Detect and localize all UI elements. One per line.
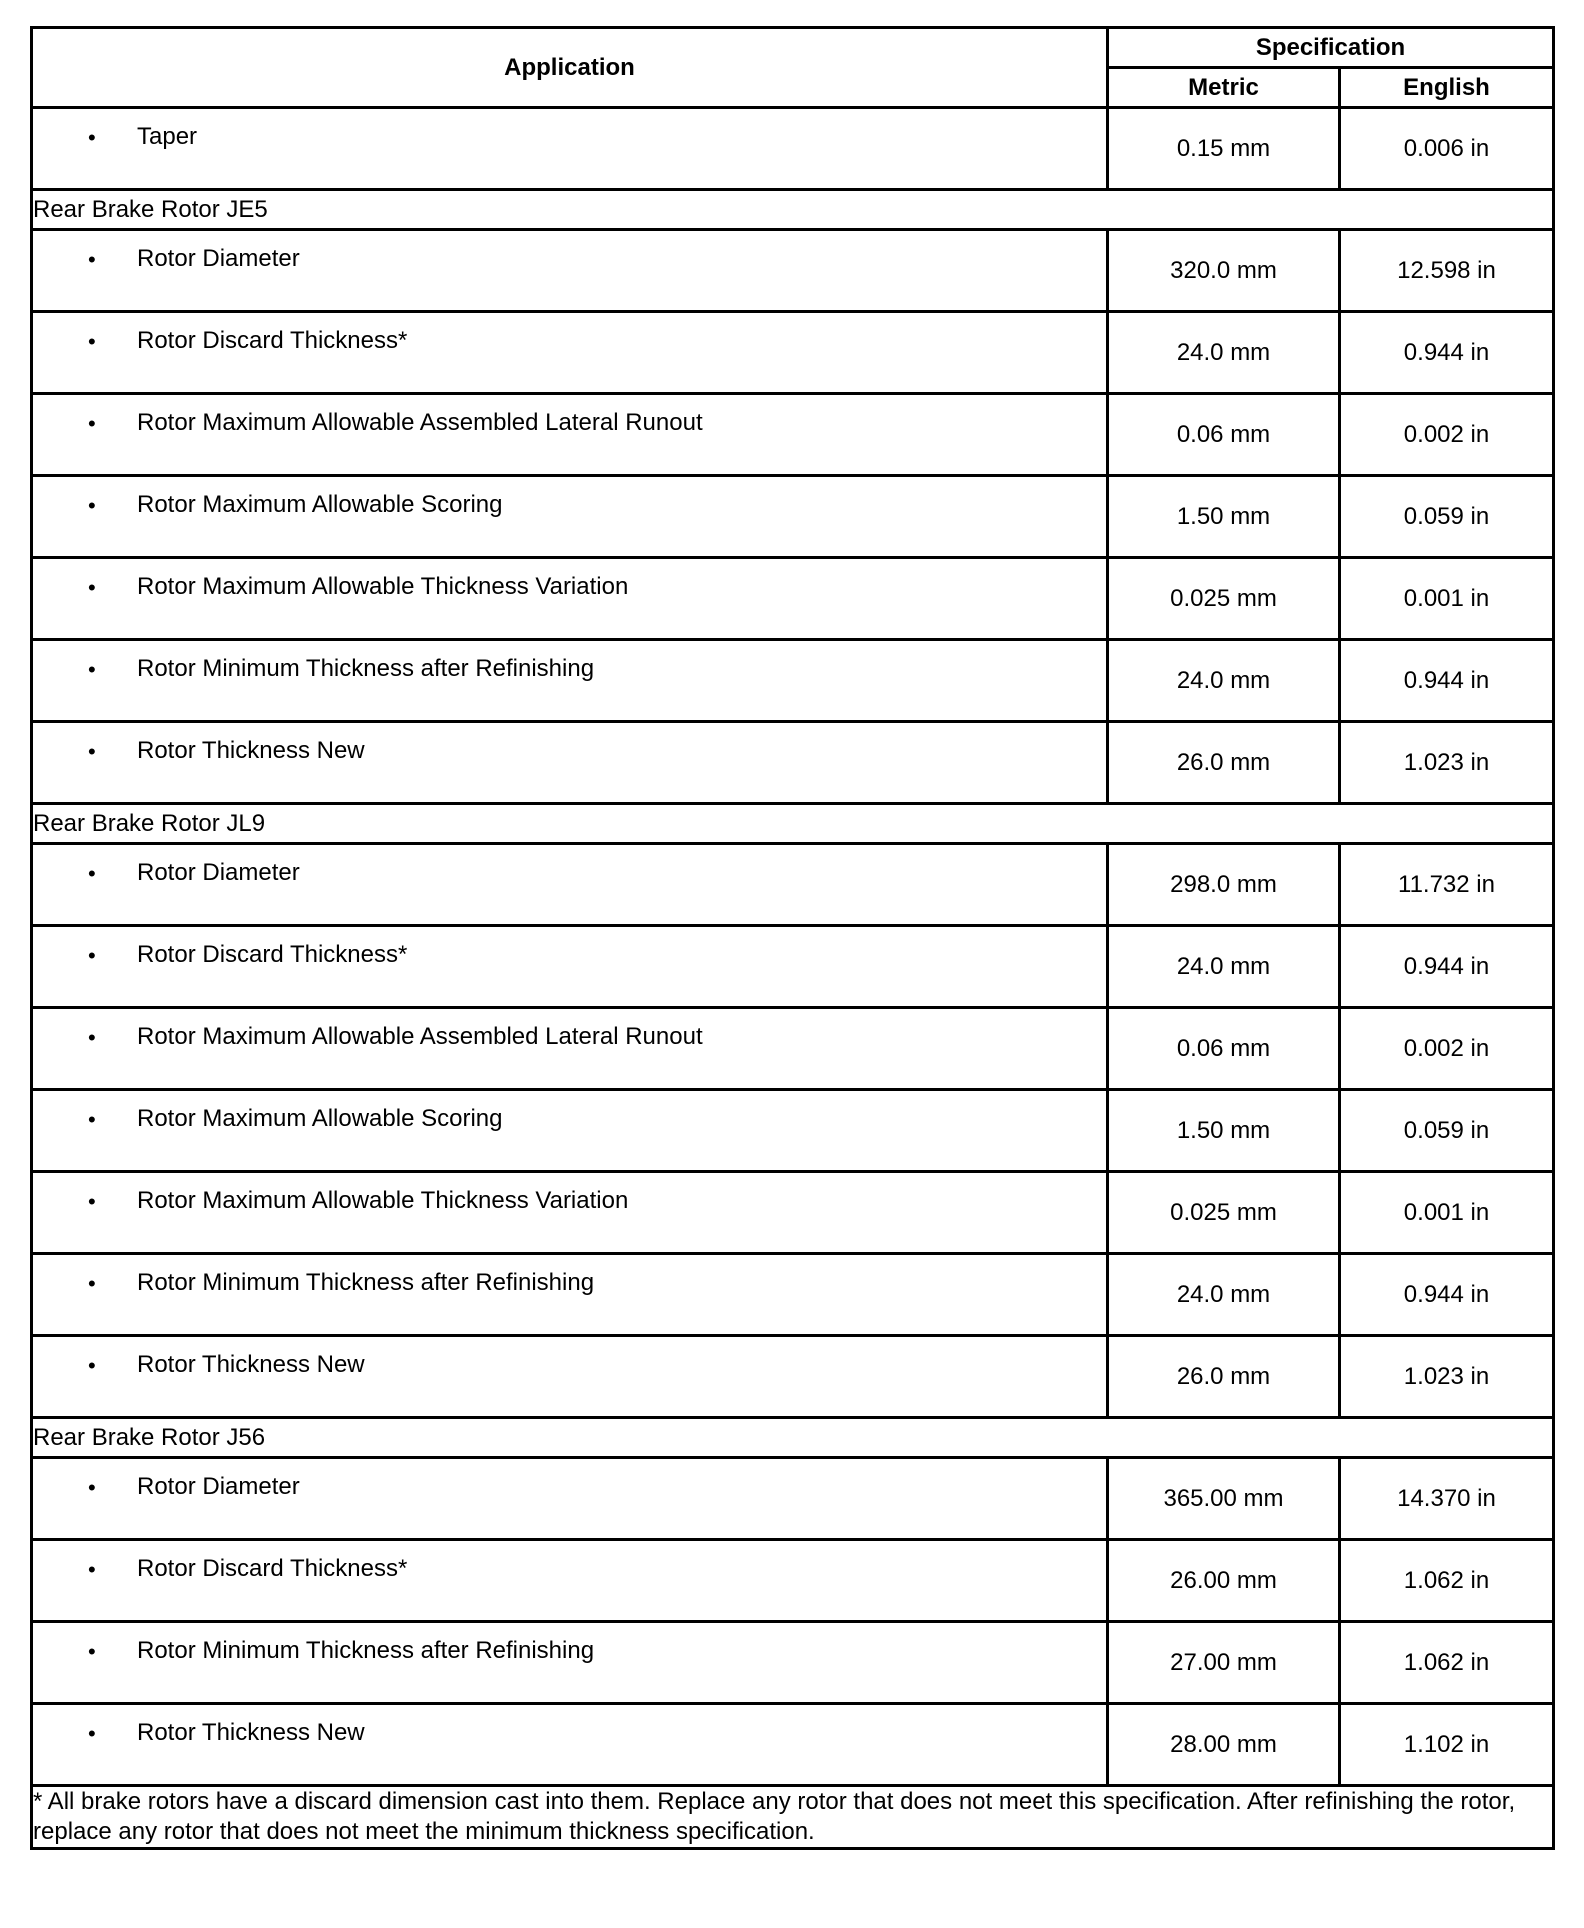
application-cell bbox=[32, 312, 1108, 394]
english-value: 0.002 in bbox=[1340, 394, 1554, 476]
application-cell bbox=[32, 1008, 1108, 1090]
application-cell bbox=[32, 844, 1108, 926]
application-cell bbox=[32, 558, 1108, 640]
bullet-icon: • bbox=[88, 1189, 96, 1214]
english-value: 0.944 in bbox=[1340, 926, 1554, 1008]
item-label: Rotor Discard Thickness* bbox=[137, 941, 408, 968]
application-cell bbox=[32, 1172, 1108, 1254]
bullet-icon: • bbox=[88, 1639, 96, 1664]
application-cell bbox=[32, 722, 1108, 804]
english-value: 1.062 in bbox=[1340, 1540, 1554, 1622]
application-cell bbox=[32, 1540, 1108, 1622]
application-cell bbox=[32, 1458, 1108, 1540]
application-cell bbox=[32, 394, 1108, 476]
bullet-icon: • bbox=[88, 1353, 96, 1378]
english-value: 14.370 in bbox=[1340, 1458, 1554, 1540]
table-row bbox=[32, 476, 1554, 558]
item-label: Rotor Minimum Thickness after Refinishing bbox=[137, 655, 595, 682]
english-value: 0.001 in bbox=[1340, 558, 1554, 640]
metric-value: 28.00 mm bbox=[1108, 1704, 1340, 1786]
english-value: 0.002 in bbox=[1340, 1008, 1554, 1090]
bullet-icon: • bbox=[88, 1271, 96, 1296]
item-label: Taper bbox=[137, 123, 198, 150]
metric-value: 0.025 mm bbox=[1108, 558, 1340, 640]
bullet-icon: • bbox=[88, 1107, 96, 1132]
bullet-icon: • bbox=[88, 657, 96, 682]
table-row bbox=[32, 1008, 1554, 1090]
item-label: Rotor Minimum Thickness after Refinishing bbox=[137, 1637, 595, 1664]
item-label: Rotor Diameter bbox=[137, 245, 300, 272]
group-title: Rear Brake Rotor JE5 bbox=[32, 190, 1554, 230]
table-row bbox=[32, 1622, 1554, 1704]
item-label: Rotor Maximum Allowable Scoring bbox=[137, 491, 503, 518]
metric-value: 1.50 mm bbox=[1108, 1090, 1340, 1172]
table-row bbox=[32, 1090, 1554, 1172]
table-body bbox=[32, 108, 1554, 1849]
english-value: 11.732 in bbox=[1340, 844, 1554, 926]
item-label: Rotor Diameter bbox=[137, 859, 300, 886]
application-cell bbox=[32, 1336, 1108, 1418]
footnote-text: * All brake rotors have a discard dimension cast into them. Replace any rotor that does not meet this specification. After refinishing the rotor, replace any rotor that does not meet the minimum thickness specification. bbox=[32, 1786, 1554, 1849]
table-row bbox=[32, 312, 1554, 394]
bullet-icon: • bbox=[88, 1721, 96, 1746]
table-row bbox=[32, 1254, 1554, 1336]
group-row bbox=[32, 804, 1554, 844]
footnote-row bbox=[32, 1786, 1554, 1849]
english-value: 1.062 in bbox=[1340, 1622, 1554, 1704]
bullet-icon: • bbox=[88, 493, 96, 518]
english-value: 0.006 in bbox=[1340, 108, 1554, 190]
metric-value: 24.0 mm bbox=[1108, 312, 1340, 394]
application-cell bbox=[32, 476, 1108, 558]
specification-header: Specification bbox=[1108, 28, 1554, 68]
metric-value: 24.0 mm bbox=[1108, 640, 1340, 722]
table-row bbox=[32, 558, 1554, 640]
english-value: 0.944 in bbox=[1340, 640, 1554, 722]
metric-value: 26.00 mm bbox=[1108, 1540, 1340, 1622]
item-label: Rotor Thickness New bbox=[137, 737, 365, 764]
item-label: Rotor Thickness New bbox=[137, 1351, 365, 1378]
bullet-icon: • bbox=[88, 247, 96, 272]
metric-value: 1.50 mm bbox=[1108, 476, 1340, 558]
table-row bbox=[32, 1458, 1554, 1540]
bullet-icon: • bbox=[88, 125, 96, 150]
group-row bbox=[32, 1418, 1554, 1458]
application-cell bbox=[32, 1090, 1108, 1172]
item-label: Rotor Maximum Allowable Assembled Lateral Runout bbox=[137, 409, 703, 436]
metric-value: 0.06 mm bbox=[1108, 394, 1340, 476]
bullet-icon: • bbox=[88, 1475, 96, 1500]
english-value: 0.059 in bbox=[1340, 476, 1554, 558]
english-value: 12.598 in bbox=[1340, 230, 1554, 312]
metric-value: 24.0 mm bbox=[1108, 926, 1340, 1008]
table-row bbox=[32, 640, 1554, 722]
item-label: Rotor Discard Thickness* bbox=[137, 1555, 408, 1582]
english-value: 0.059 in bbox=[1340, 1090, 1554, 1172]
application-cell bbox=[32, 230, 1108, 312]
english-value: 0.944 in bbox=[1340, 312, 1554, 394]
table-row bbox=[32, 394, 1554, 476]
table-row bbox=[32, 926, 1554, 1008]
item-label: Rotor Diameter bbox=[137, 1473, 300, 1500]
metric-value: 0.06 mm bbox=[1108, 1008, 1340, 1090]
item-label: Rotor Maximum Allowable Assembled Lateral Runout bbox=[137, 1023, 703, 1050]
specification-table bbox=[30, 26, 1555, 1850]
application-cell bbox=[32, 1254, 1108, 1336]
application-cell bbox=[32, 1704, 1108, 1786]
item-label: Rotor Discard Thickness* bbox=[137, 327, 408, 354]
bullet-icon: • bbox=[88, 329, 96, 354]
table-row bbox=[32, 108, 1554, 190]
table-row bbox=[32, 1540, 1554, 1622]
table-row bbox=[32, 722, 1554, 804]
metric-value: 27.00 mm bbox=[1108, 1622, 1340, 1704]
table-row bbox=[32, 230, 1554, 312]
metric-value: 320.0 mm bbox=[1108, 230, 1340, 312]
english-value: 0.944 in bbox=[1340, 1254, 1554, 1336]
metric-value: 298.0 mm bbox=[1108, 844, 1340, 926]
table-row bbox=[32, 1704, 1554, 1786]
metric-value: 24.0 mm bbox=[1108, 1254, 1340, 1336]
group-row bbox=[32, 190, 1554, 230]
bullet-icon: • bbox=[88, 861, 96, 886]
group-title: Rear Brake Rotor J56 bbox=[32, 1418, 1554, 1458]
item-label: Rotor Thickness New bbox=[137, 1719, 365, 1746]
application-header: Application bbox=[32, 28, 1108, 108]
table-header bbox=[32, 28, 1554, 108]
group-title: Rear Brake Rotor JL9 bbox=[32, 804, 1554, 844]
item-label: Rotor Maximum Allowable Scoring bbox=[137, 1105, 503, 1132]
table-row bbox=[32, 1172, 1554, 1254]
bullet-icon: • bbox=[88, 1557, 96, 1582]
bullet-icon: • bbox=[88, 739, 96, 764]
table-row bbox=[32, 844, 1554, 926]
item-label: Rotor Minimum Thickness after Refinishing bbox=[137, 1269, 595, 1296]
english-value: 1.023 in bbox=[1340, 1336, 1554, 1418]
english-value: 1.102 in bbox=[1340, 1704, 1554, 1786]
application-cell bbox=[32, 926, 1108, 1008]
metric-value: 26.0 mm bbox=[1108, 1336, 1340, 1418]
item-label: Rotor Maximum Allowable Thickness Variation bbox=[137, 573, 629, 600]
bullet-icon: • bbox=[88, 575, 96, 600]
bullet-icon: • bbox=[88, 1025, 96, 1050]
english-value: 1.023 in bbox=[1340, 722, 1554, 804]
metric-header: Metric bbox=[1108, 68, 1340, 108]
table-row bbox=[32, 1336, 1554, 1418]
application-cell bbox=[32, 1622, 1108, 1704]
application-cell bbox=[32, 108, 1108, 190]
bullet-icon: • bbox=[88, 411, 96, 436]
item-label: Rotor Maximum Allowable Thickness Variation bbox=[137, 1187, 629, 1214]
metric-value: 26.0 mm bbox=[1108, 722, 1340, 804]
bullet-icon: • bbox=[88, 943, 96, 968]
metric-value: 365.00 mm bbox=[1108, 1458, 1340, 1540]
metric-value: 0.15 mm bbox=[1108, 108, 1340, 190]
application-cell bbox=[32, 640, 1108, 722]
metric-value: 0.025 mm bbox=[1108, 1172, 1340, 1254]
english-header: English bbox=[1340, 68, 1554, 108]
english-value: 0.001 in bbox=[1340, 1172, 1554, 1254]
